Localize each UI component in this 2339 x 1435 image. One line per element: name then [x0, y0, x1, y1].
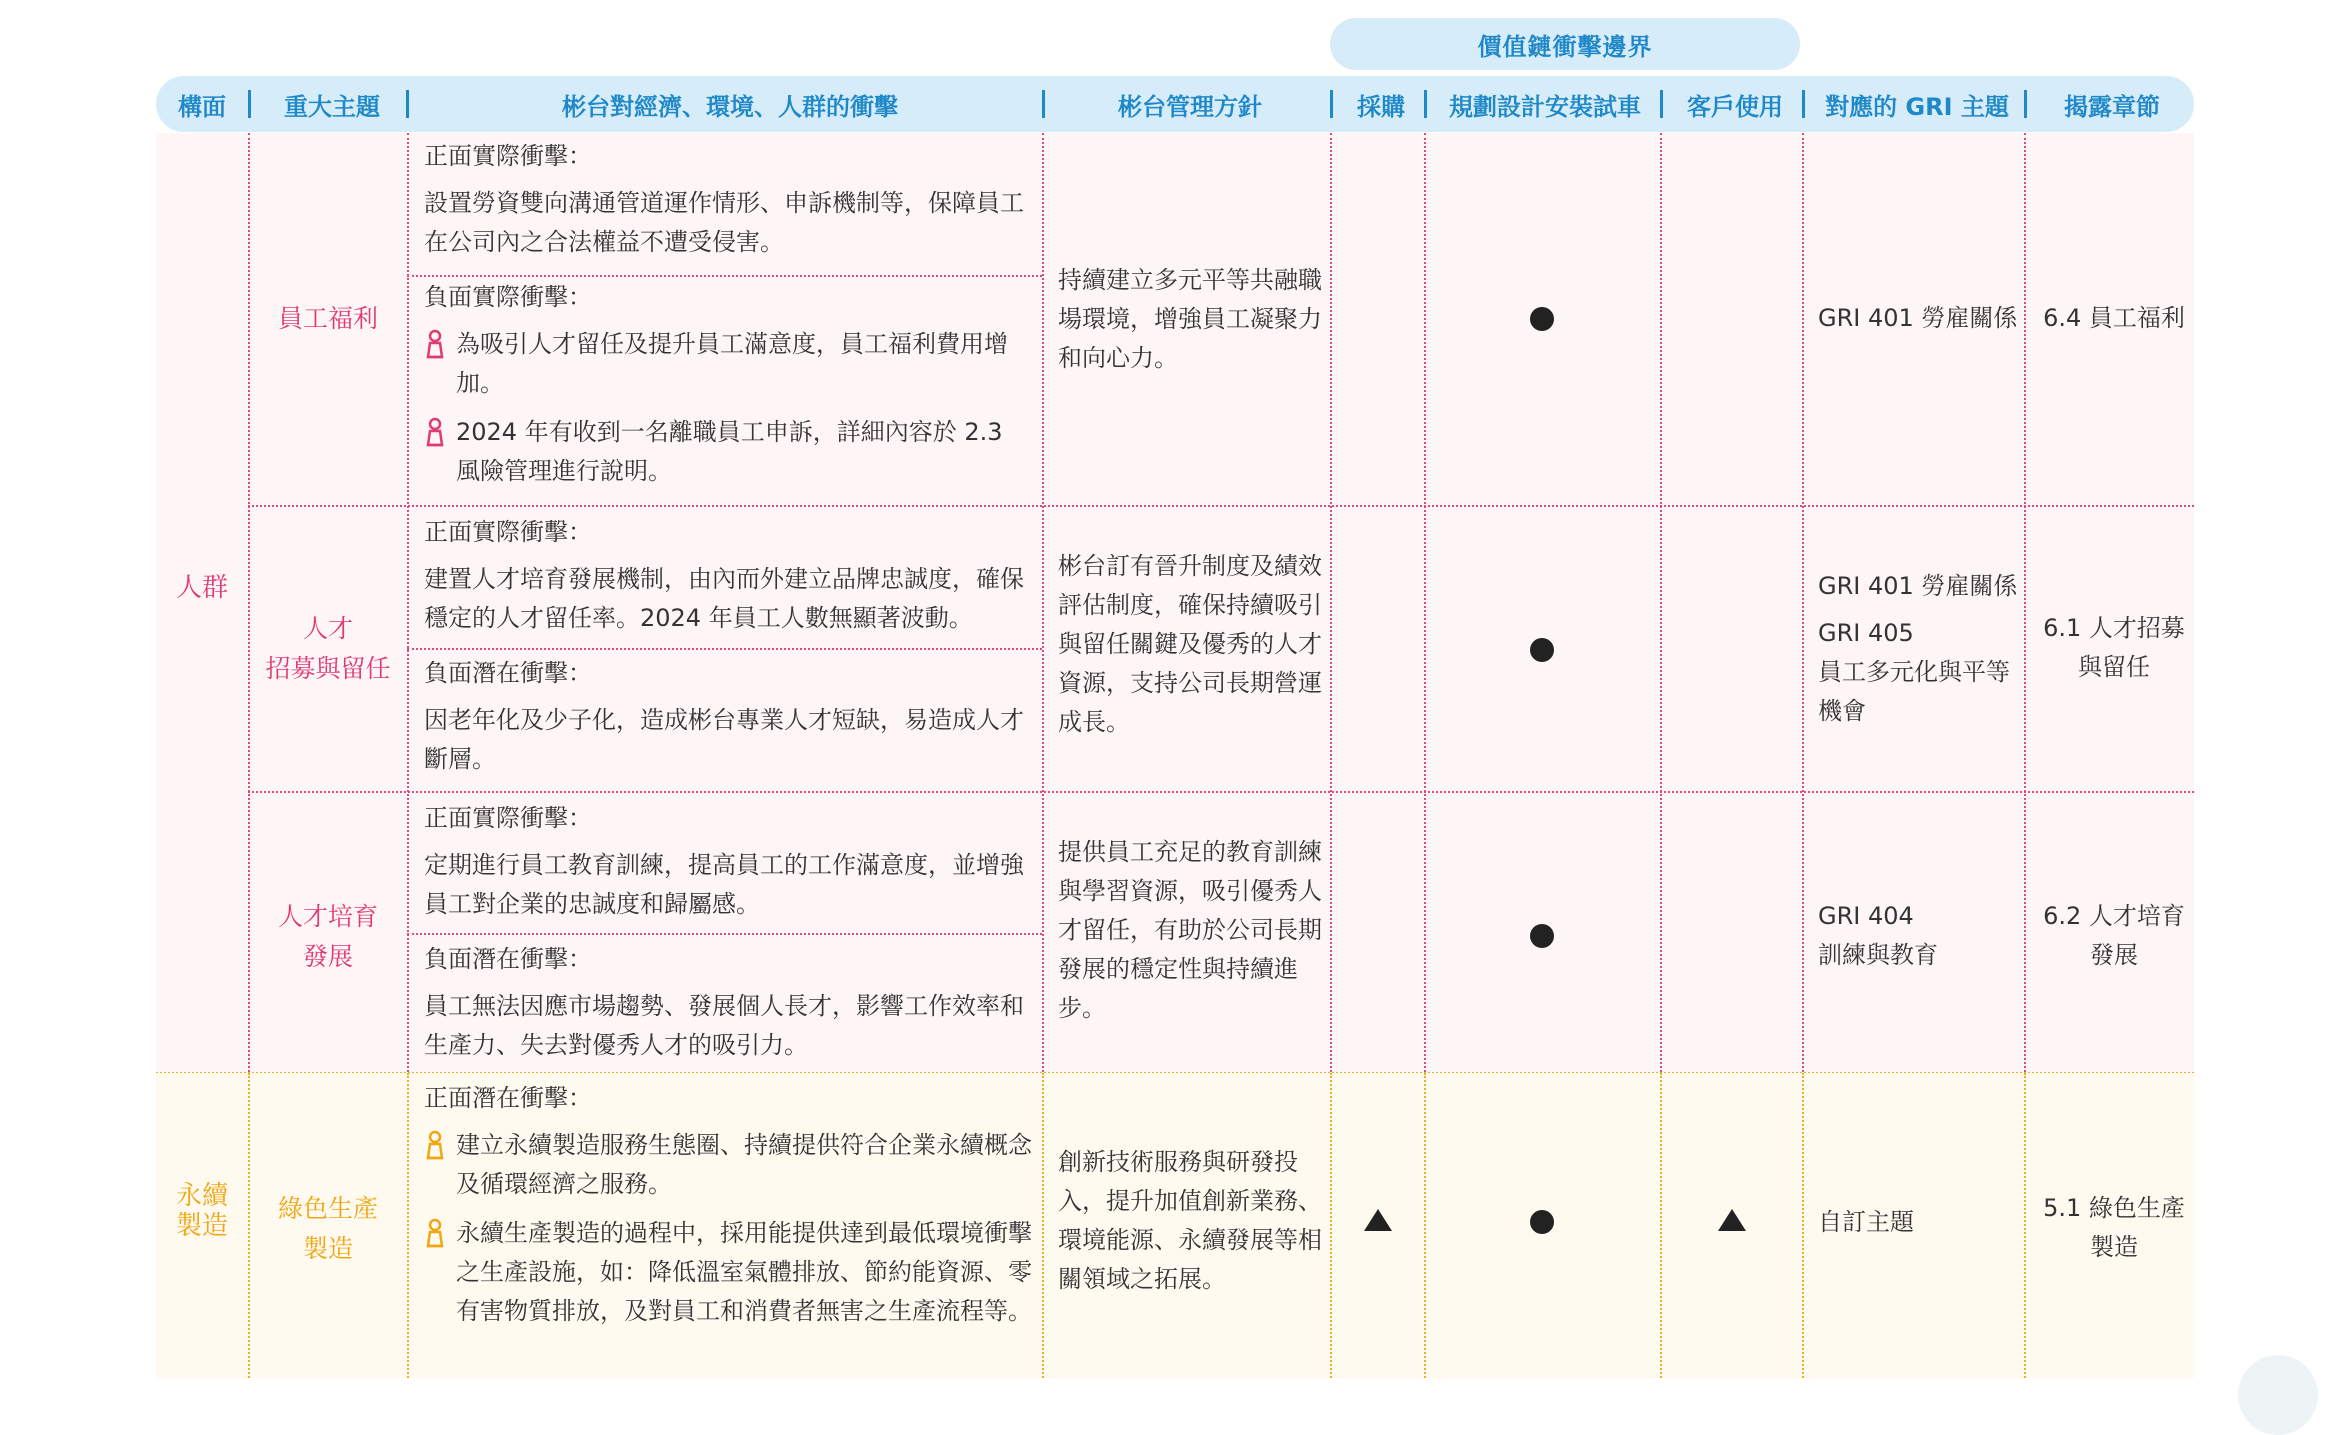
chapter-line: 發展 — [2090, 941, 2138, 969]
column-divider — [1042, 1073, 1044, 1378]
bullet-text: 建立永續製造服務生態圈、持續提供符合企業永續概念及循環經濟之服務。 — [456, 1131, 1032, 1198]
column-divider — [2024, 1073, 2026, 1378]
people-negative-icon — [424, 417, 446, 447]
row-divider — [248, 505, 2194, 507]
impact-text: 建置人才培育發展機制，由內而外建立品牌忠誠度，確保穩定的人才留任率。2024 年員工人數無顯著波動。 — [424, 565, 1024, 632]
bullet-text: 永續生產製造的過程中，採用能提供達到最低環境衝擊之生產設施，如：降低溫室氣體排放、節約能資源、零有害物質排放，及對員工和消費者無害之生產流程等。 — [456, 1219, 1032, 1325]
impact-title: 負面潛在衝擊： — [424, 945, 592, 973]
column-divider — [1042, 133, 1044, 1072]
impact-talent-development — [424, 799, 1034, 1065]
table-header — [156, 76, 2194, 132]
header-separator — [1330, 90, 1333, 118]
chapter-talent-development — [2034, 897, 2194, 975]
impact-text: 定期進行員工教育訓練，提高員工的工作滿意度，並增強員工對企業的忠誠度和歸屬感。 — [424, 851, 1024, 918]
impact-bullet — [424, 413, 1034, 491]
impact-text: 因老年化及少子化，造成彬台專業人才短缺，易造成人才斷層。 — [424, 706, 1024, 773]
header-separator — [1424, 90, 1427, 118]
design-impact-dot — [1530, 1210, 1554, 1234]
impact-green-production — [424, 1079, 1034, 1331]
impact-bullet — [424, 1214, 1034, 1331]
column-divider — [1424, 1073, 1426, 1378]
header-design: 規劃設計安裝試車 — [1449, 92, 1641, 121]
topic-line: 製造 — [302, 1234, 353, 1263]
topic-employee-benefits: 員工福利 — [277, 304, 378, 333]
header-topic: 重大主題 — [284, 92, 380, 121]
environment-positive-icon — [424, 1218, 446, 1248]
gri-line: 訓練與教育 — [1818, 941, 1938, 969]
dimension-people: 人群 — [175, 573, 228, 603]
topic-green-production — [248, 1189, 408, 1269]
topic-line: 發展 — [302, 942, 353, 971]
chapter-line: 與留任 — [2078, 653, 2150, 681]
column-divider — [1330, 133, 1332, 1072]
chapter-employee-benefits: 6.4 員工福利 — [2043, 304, 2185, 332]
header-gri: 對應的 GRI 主題 — [1825, 92, 2009, 121]
header-management: 彬台管理方針 — [1118, 92, 1262, 121]
row-divider — [248, 791, 2194, 793]
section-people — [156, 133, 2194, 1072]
header-customer: 客戶使用 — [1687, 92, 1783, 121]
page-corner-decoration — [2238, 1355, 2318, 1435]
header-dimension: 構面 — [178, 92, 226, 121]
chapter-talent-recruitment — [2034, 609, 2194, 687]
column-divider — [2024, 133, 2026, 1072]
chapter-line: 6.1 人才招募 — [2043, 614, 2185, 642]
dimension-sustainable-manufacturing: 永續製造 — [175, 1181, 228, 1241]
impact-title: 正面實際衝擊： — [424, 142, 592, 170]
column-divider — [1330, 1073, 1332, 1378]
section-sustainable-manufacturing — [156, 1073, 2194, 1378]
gri-line: 員工多元化與平等機會 — [1818, 658, 2010, 725]
value-chain-boundary-label: 價值鏈衝擊邊界 — [1330, 18, 1800, 70]
chapter-green-production — [2034, 1189, 2194, 1267]
topic-line: 人才 — [302, 614, 353, 643]
impact-title: 正面實際衝擊： — [424, 518, 592, 546]
impact-talent-recruitment — [424, 513, 1034, 779]
management-talent-development: 提供員工充足的教育訓練與學習資源，吸引優秀人才留任，有助於公司長期發展的穩定性與持續進步。 — [1058, 838, 1322, 1022]
column-divider — [1802, 133, 1804, 1072]
design-impact-dot — [1530, 924, 1554, 948]
header-separator — [1042, 90, 1045, 118]
management-green-production: 創新技術服務與研發投入，提升加值創新業務、環境能源、永續發展等相關領域之拓展。 — [1058, 1148, 1322, 1293]
procurement-impact-triangle — [1364, 1209, 1392, 1231]
gri-employee-benefits: GRI 401 勞雇關係 — [1818, 304, 2018, 332]
topic-talent-development — [248, 897, 408, 977]
header-separator — [248, 90, 251, 118]
design-impact-dot — [1530, 307, 1554, 331]
gri-green-production: 自訂主題 — [1818, 1208, 1914, 1236]
header-chapter: 揭露章節 — [2064, 92, 2160, 121]
management-talent-recruitment: 彬台訂有晉升制度及績效評估制度，確保持續吸引與留任關鍵及優秀的人才資源，支持公司長期營運成長。 — [1058, 552, 1322, 736]
topic-talent-recruitment — [248, 609, 408, 689]
header-separator — [2024, 90, 2027, 118]
people-negative-icon — [424, 329, 446, 359]
header-separator — [406, 90, 409, 118]
impact-title: 負面潛在衝擊： — [424, 659, 592, 687]
impact-employee-benefits — [424, 137, 1034, 491]
header-impact: 彬台對經濟、環境、人群的衝擊 — [562, 92, 898, 121]
header-procurement: 採購 — [1357, 92, 1405, 121]
impact-title: 正面潛在衝擊： — [424, 1084, 592, 1112]
environment-positive-icon — [424, 1130, 446, 1160]
impact-text: 員工無法因應市場趨勢、發展個人長才，影響工作效率和生產力、失去對優秀人才的吸引力。 — [424, 992, 1024, 1059]
gri-talent-development — [1818, 897, 2018, 975]
gri-line: GRI 404 — [1818, 902, 1914, 930]
topic-line: 招募與留任 — [265, 654, 391, 683]
impact-text: 設置勞資雙向溝通管道運作情形、申訴機制等，保障員工在公司內之合法權益不遭受侵害。 — [424, 189, 1024, 256]
header-separator — [1660, 90, 1663, 118]
column-divider — [1660, 133, 1662, 1072]
management-employee-benefits: 持續建立多元平等共融職場環境，增強員工凝聚力和向心力。 — [1058, 266, 1322, 372]
impact-bullet — [424, 325, 1034, 403]
customer-impact-triangle — [1718, 1209, 1746, 1231]
bullet-text: 2024 年有收到一名離職員工申訴，詳細內容於 2.3 風險管理進行說明。 — [456, 418, 1003, 485]
column-divider — [1802, 1073, 1804, 1378]
header-separator — [1802, 90, 1805, 118]
column-divider — [1424, 133, 1426, 1072]
design-impact-dot — [1530, 638, 1554, 662]
topic-line: 人才培育 — [277, 902, 378, 931]
chapter-line: 製造 — [2090, 1233, 2138, 1261]
gri-line: GRI 401 勞雇關係 — [1818, 572, 2018, 600]
impact-title: 正面實際衝擊： — [424, 804, 592, 832]
impact-title: 負面實際衝擊： — [424, 283, 592, 311]
chapter-line: 5.1 綠色生產 — [2043, 1194, 2185, 1222]
topic-line: 綠色生產 — [277, 1194, 378, 1223]
bullet-text: 為吸引人才留任及提升員工滿意度，員工福利費用增加。 — [456, 330, 1008, 397]
chapter-line: 6.2 人才培育 — [2043, 902, 2185, 930]
column-divider — [1660, 1073, 1662, 1378]
gri-line: GRI 405 — [1818, 619, 1914, 647]
gri-talent-recruitment — [1818, 567, 2018, 731]
impact-bullet — [424, 1126, 1034, 1204]
